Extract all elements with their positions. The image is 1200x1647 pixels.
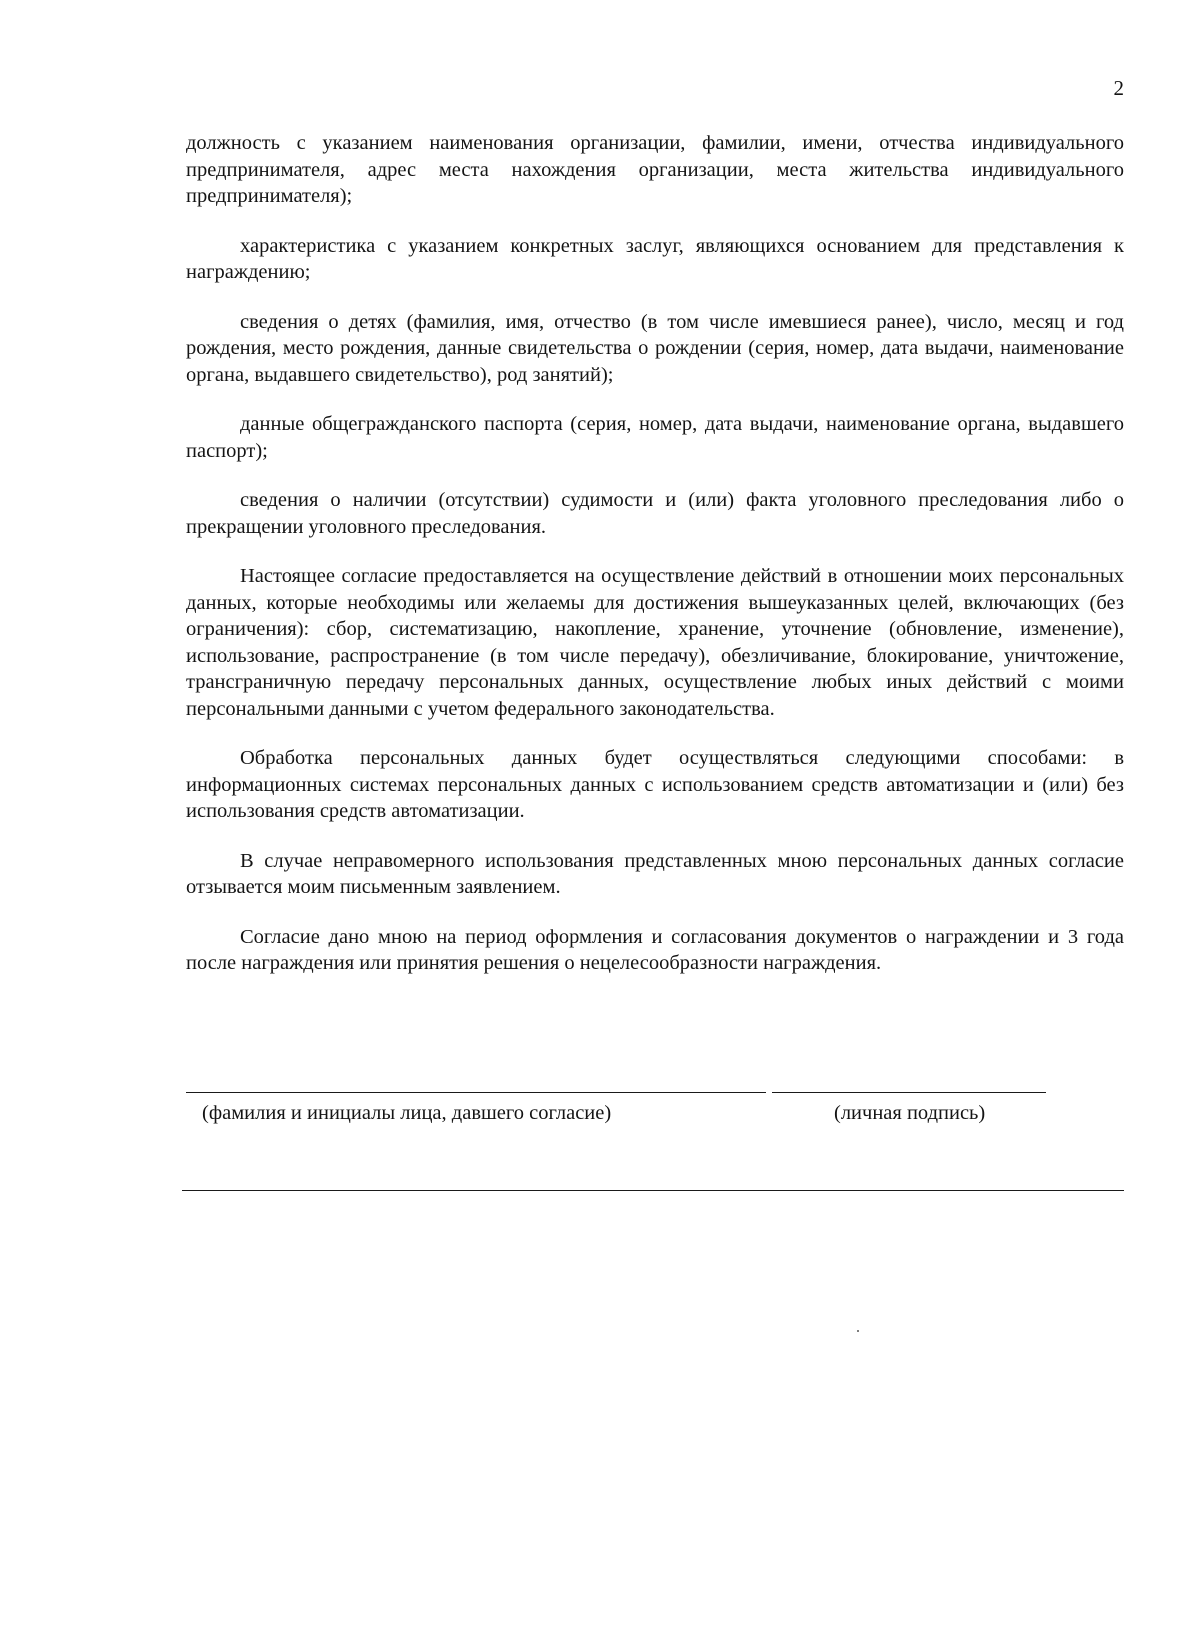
signature-caption: (личная подпись) — [834, 1102, 986, 1124]
document-body — [186, 130, 1124, 1000]
paragraph-position-info: должность с указанием наименования организации, фамилии, имени, отчества индивидуального предпринимателя, адрес места нахождения организации, места жительства индивидуального предпринимателя); — [186, 132, 1124, 207]
name-caption: (фамилия и инициалы лица, давшего согласие) — [202, 1102, 612, 1124]
paragraph-consent-actions: Настоящее согласие предоставляется на осуществление действий в отношении моих персональных данных, которые необходимы или желаемы для достижения вышеуказанных целей, включающих (без ограничения): сбор, систематизацию, накопление, хранение, уточнение (обновление, изменение), использование, распространение (в том числе передачу), обезличивание, блокирование, уничтожение, трансграничную передачу персональных данных, осуществление любых иных действий с моими персональными данными с учетом федерального законодательства. — [186, 565, 1124, 720]
paragraph-characteristic: характеристика с указанием конкретных заслуг, являющихся основанием для представления к награждению; — [186, 234, 1124, 283]
paragraph-criminal-record: сведения о наличии (отсутствии) судимости и (или) факта уголовного преследования либо о прекращении уголовного преследования. — [186, 489, 1124, 538]
paragraph-consent-period: Согласие дано мною на период оформления и согласования документов о награждении и 3 года после награждения или принятия решения о нецелесообразности награждения. — [186, 925, 1124, 974]
name-signature-line — [186, 1092, 766, 1093]
paragraph-children-info: сведения о детях (фамилия, имя, отчество (в том числе имевшиеся ранее), число, месяц и год рождения, место рождения, данные свидетельства о рождении (серия, номер, дата выдачи, наименование органа, выдавшего свидетельство), род занятий); — [186, 310, 1124, 386]
scan-speck — [857, 1330, 859, 1332]
paragraph-passport-data: данные общегражданского паспорта (серия, номер, дата выдачи, наименование органа, выдавшего паспорт); — [186, 413, 1124, 462]
paragraph-processing-methods: Обработка персональных данных будет осуществляться следующими способами: в информационных системах персональных данных с использованием средств автоматизации и (или) без использования средств автоматизации. — [186, 747, 1124, 822]
personal-signature-line — [772, 1092, 1046, 1093]
bottom-rule — [182, 1190, 1124, 1191]
paragraph-consent-withdrawal: В случае неправомерного использования представленных мною персональных данных согласие отзывается моим письменным заявлением. — [186, 849, 1124, 898]
page-number: 2 — [1113, 76, 1124, 100]
